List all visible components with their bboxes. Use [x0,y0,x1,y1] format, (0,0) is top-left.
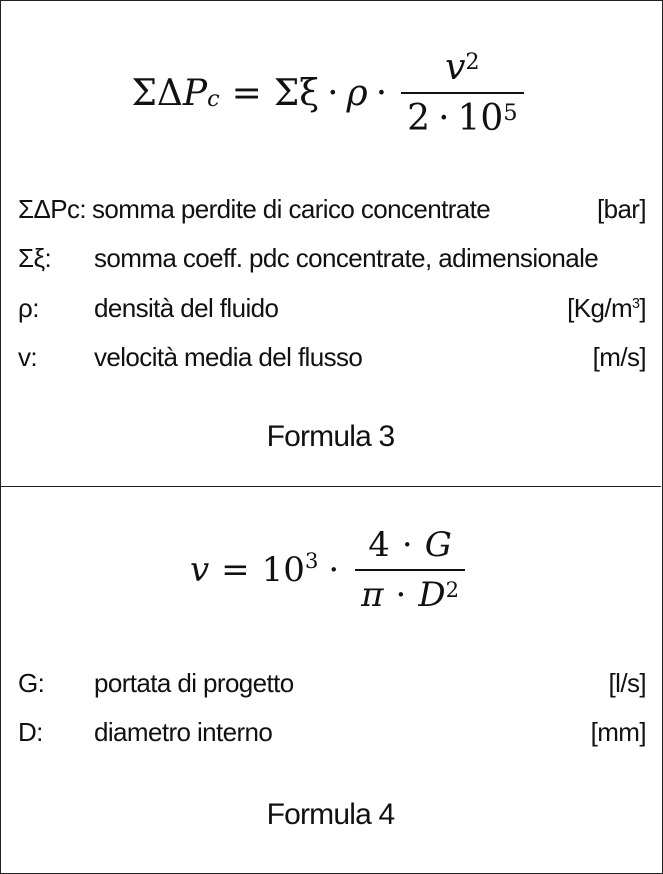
legend-description: velocità media del flusso [94,342,363,372]
legend-row-sum-coefficients [18,243,646,277]
legend-unit: [m/s] [592,342,646,372]
formula-3-equation [0,38,661,148]
formula-4-caption: Formula 4 [266,798,395,831]
fraction-numerator [439,47,486,92]
legend-row-sum-pressure-loss [18,194,646,228]
velocity-fraction [401,47,523,139]
legend-description: diametro interno [94,717,273,747]
unit-base: [Kg/m [567,293,633,323]
pressure-subscript: c [207,85,220,112]
legend-row-velocity [18,342,646,376]
fraction-denominator [401,94,523,139]
formula-4-equation [0,522,661,618]
legend-row-flow-rate [18,668,646,702]
legend-symbol: ΣΔPc: [18,194,87,224]
multiply-dot: · [395,575,407,615]
sigma-xi-symbol: Σξ [273,72,320,114]
formula-3-caption: Formula 3 [266,420,395,453]
diameter-variable: D [418,575,446,615]
legend-unit: [l/s] [608,668,646,698]
flow-rate-variable: G [424,525,452,565]
fraction-numerator [362,525,458,569]
numerator-constant: 4 [368,525,390,565]
legend-description: densità del fluido [94,293,279,323]
multiply-dot: · [375,72,388,114]
legend-symbol: D: [18,717,43,747]
denominator-base: 10 [457,98,504,139]
legend-row-density [18,293,646,327]
legend-unit [567,293,646,324]
sigma-delta-symbol: ΣΔ [131,72,183,114]
legend-unit: [bar] [596,194,646,224]
section-divider [0,486,661,487]
legend-symbol: Σξ: [18,243,52,273]
legend-description: somma perdite di carico concentrate [92,194,491,224]
power-base: 10 [261,550,305,590]
velocity-variable: v [445,47,466,88]
velocity-variable: v [189,550,210,590]
legend-description: somma coeff. pdc concentrate, adimensionale [94,243,599,273]
pi-symbol: π [361,575,384,615]
multiply-dot: · [438,98,450,139]
legend-row-diameter [18,717,646,751]
unit-end: ] [639,293,646,323]
diameter-exponent: 2 [445,576,460,602]
legend-symbol: G: [18,668,45,698]
denominator-exponent: 5 [503,99,518,126]
flow-fraction [355,525,465,615]
equals-sign: = [231,72,262,114]
denominator-constant: 2 [407,98,431,139]
fraction-denominator [355,571,465,615]
legend-description: portata di progetto [94,668,294,698]
legend-symbol: ρ: [18,293,39,323]
velocity-exponent: 2 [465,48,480,75]
rho-symbol: ρ [346,72,368,114]
power-exponent: 3 [304,548,319,574]
pressure-variable: P [182,72,208,114]
legend-unit: [mm] [590,717,646,747]
legend-symbol: v: [18,342,38,372]
multiply-dot: · [327,72,339,114]
equals-sign: = [221,550,250,590]
multiply-dot: · [401,525,413,565]
unit-exponent: 3 [632,296,640,313]
multiply-dot: · [328,550,340,590]
